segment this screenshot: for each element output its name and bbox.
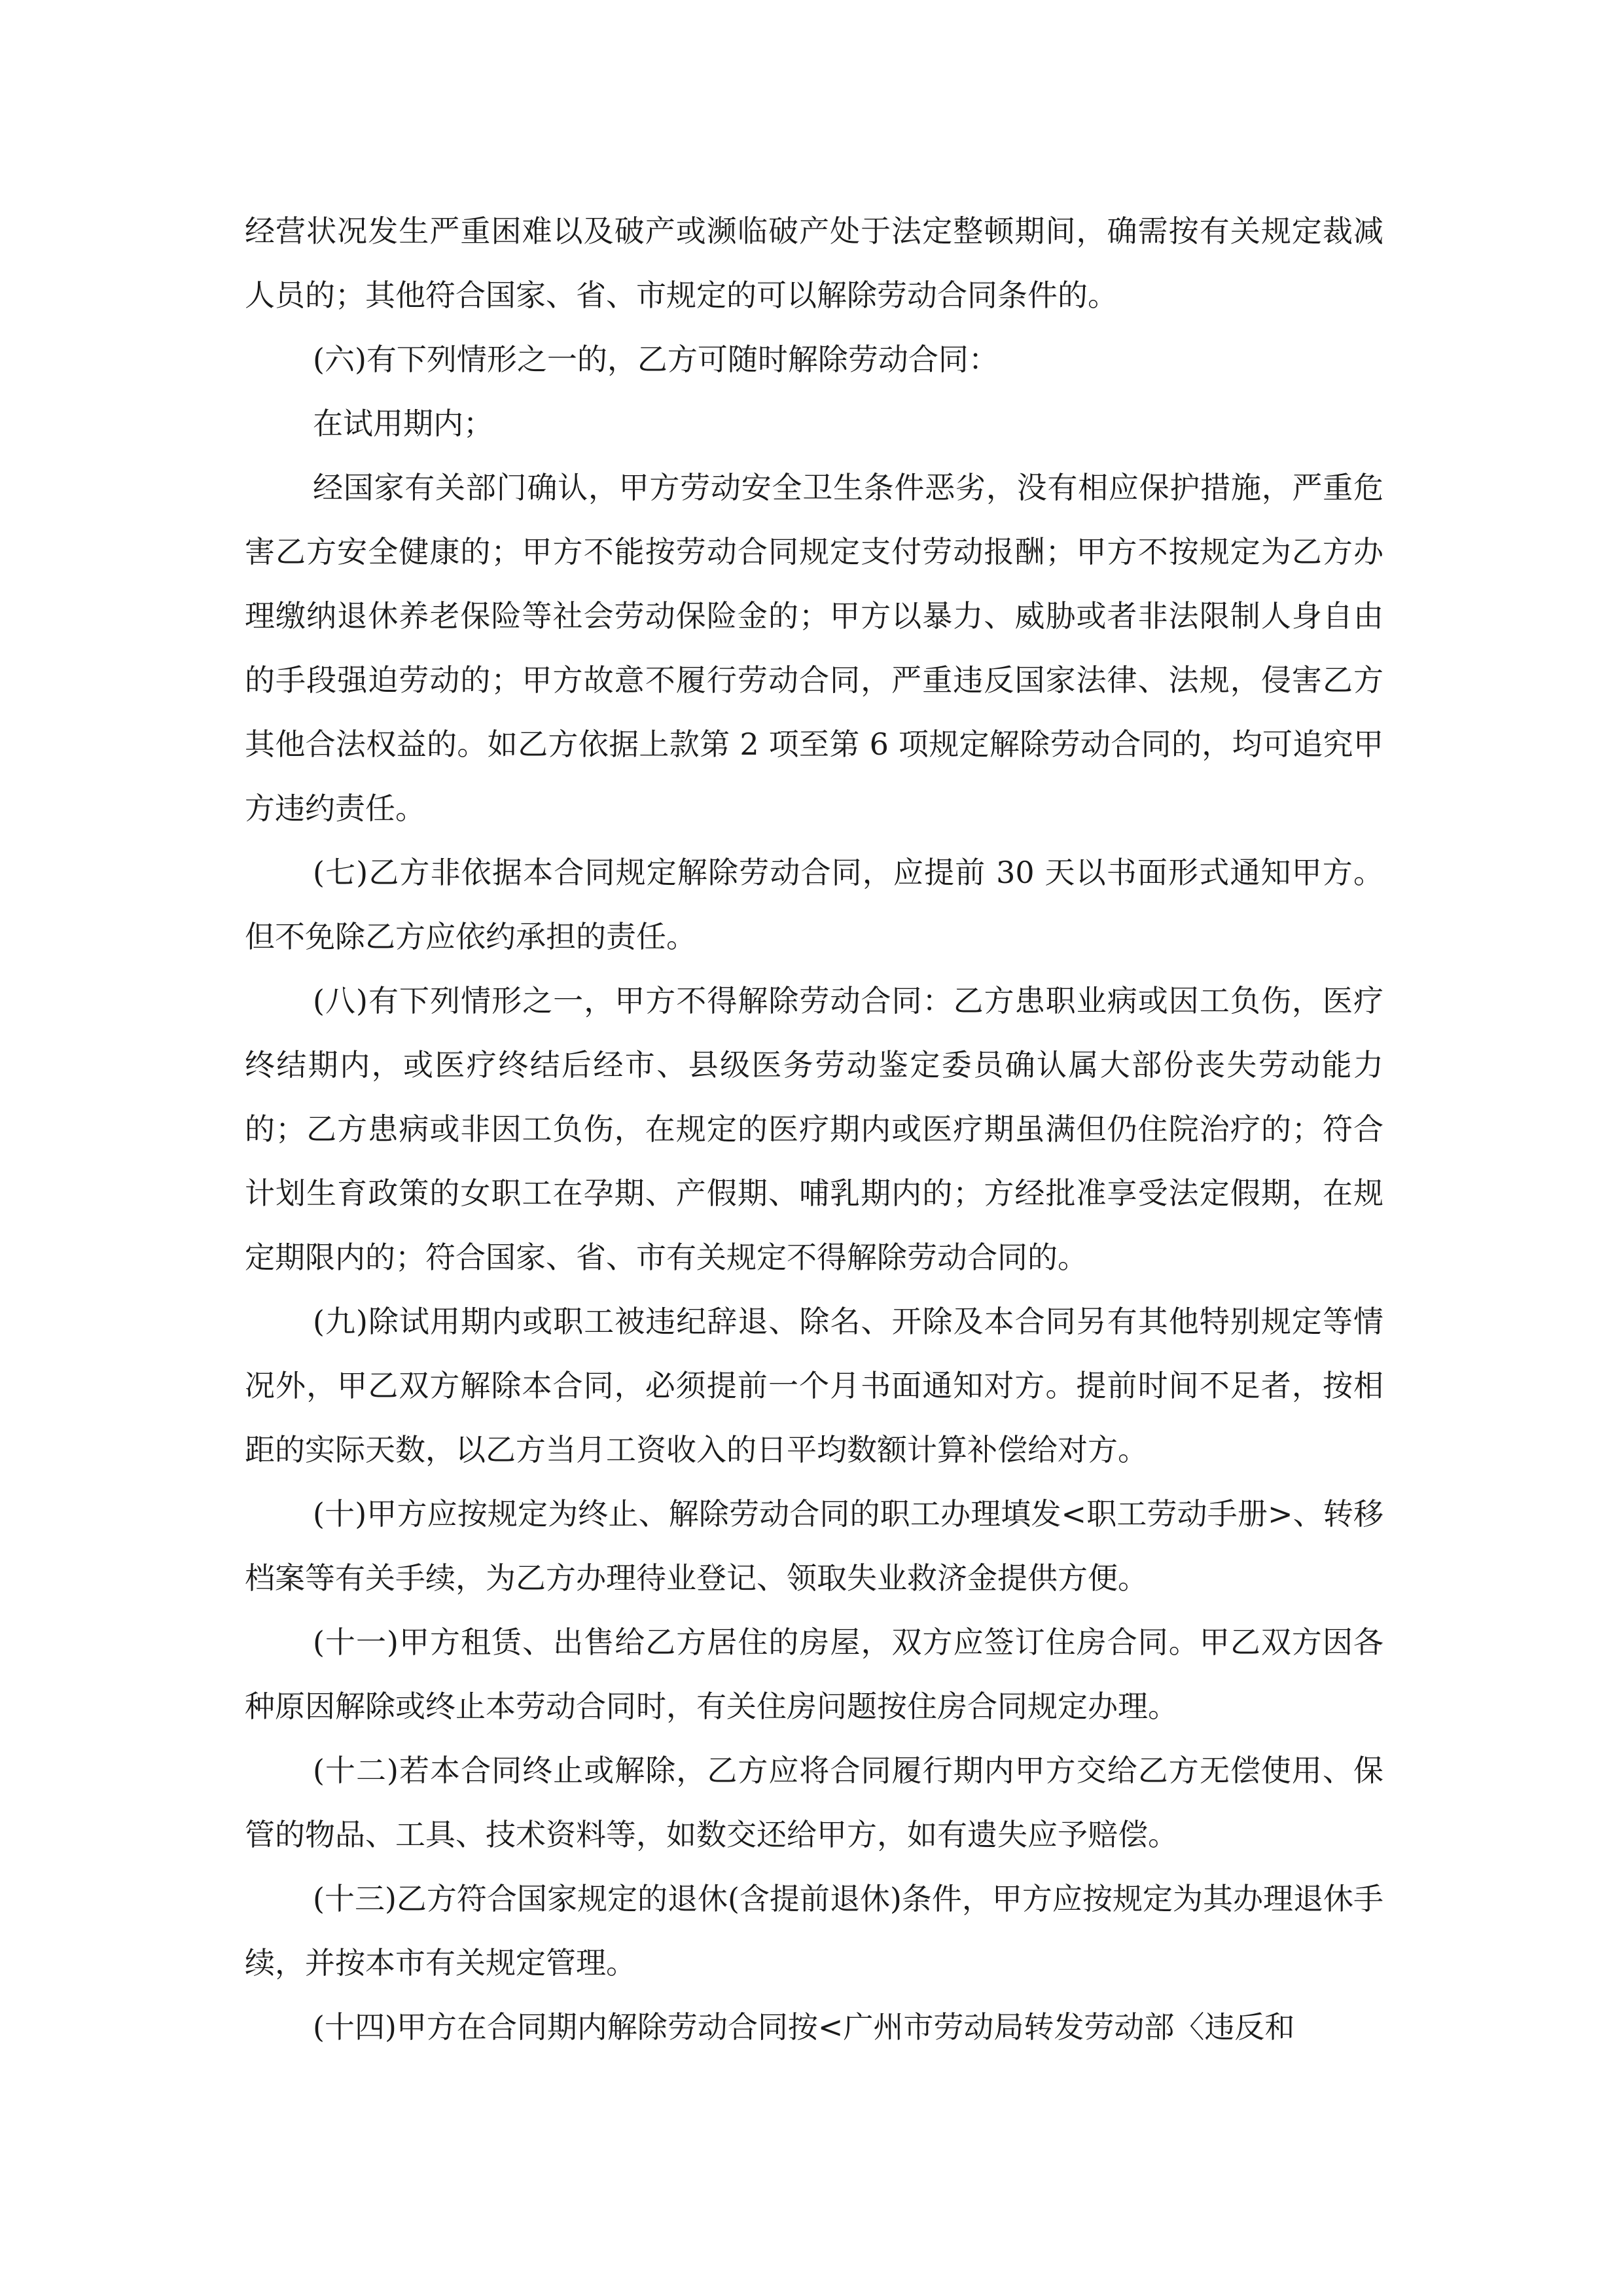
paragraph-clause-13: (十三)乙方符合国家规定的退休(含提前退休)条件，甲方应按规定为其办理退休手续，并按本市有关规定管理。 (245, 1881, 1383, 1981)
paragraph-clause-11: (十一)甲方租赁、出售给乙方居住的房屋，双方应签订住房合同。甲乙双方因各种原因解除或终止本劳动合同时，有关住房问题按住房合同规定办理。 (245, 1624, 1383, 1724)
paragraph-1-continuation: 经营状况发生严重困难以及破产或濒临破产处于法定整顿期间，确需按有关规定裁减人员的；其他符合国家、省、市规定的可以解除劳动合同条件的。 (245, 213, 1383, 313)
paragraph-clause-8: (八)有下列情形之一，甲方不得解除劳动合同：乙方患职业病或因工负伤，医疗终结期内，或医疗终结后经市、县级医务劳动鉴定委员确认属大部份丧失劳动能力的；乙方患病或非因工负伤，在规定的医疗期内或医疗期虽满但仍住院治疗的；符合计划生育政策的女职工在孕期、产假期、哺乳期内的；方经批准享受法定假期，在规定期限内的；符合国家、省、市有关规定不得解除劳动合同的。 (245, 983, 1383, 1275)
paragraph-clause-10: (十)甲方应按规定为终止、解除劳动合同的职工办理填发<职工劳动手册>、转移档案等有关手续，为乙方办理待业登记、领取失业救济金提供方便。 (245, 1496, 1383, 1596)
paragraph-clause-6-item-probation: 在试用期内； (313, 406, 493, 441)
paragraph-clause-12: (十二)若本合同终止或解除，乙方应将合同履行期内甲方交给乙方无偿使用、保管的物品、工具、技术资料等，如数交还给甲方，如有遗失应予赔偿。 (245, 1753, 1383, 1852)
paragraph-clause-6: (六)有下列情形之一的，乙方可随时解除劳动合同： (313, 342, 999, 377)
paragraph-clause-6-items: 经国家有关部门确认，甲方劳动安全卫生条件恶劣，没有相应保护措施，严重危害乙方安全健康的；甲方不能按劳动合同规定支付劳动报酬；甲方不按规定为乙方办理缴纳退休养老保险等社会劳动保险金的；甲方以暴力、威胁或者非法限制人身自由的手段强迫劳动的；甲方故意不履行劳动合同，严重违反国家法律、法规，侵害乙方其他合法权益的。如乙方依据上款第 2 项至第 6 项规定解除劳动合同的，均可追究甲方违约责任。 (245, 470, 1383, 826)
paragraph-clause-7: (七)乙方非依据本合同规定解除劳动合同，应提前 30 天以书面形式通知甲方。但不免除乙方应依约承担的责任。 (245, 855, 1383, 954)
paragraph-clause-14: (十四)甲方在合同期内解除劳动合同按<广州市劳动局转发劳动部〈违反和 (313, 2009, 1295, 2045)
document-body (245, 199, 1383, 2059)
paragraph-clause-9: (九)除试用期内或职工被违纪辞退、除名、开除及本合同另有其他特别规定等情况外，甲乙双方解除本合同，必须提前一个月书面通知对方。提前时间不足者，按相距的实际天数，以乙方当月工资收入的日平均数额计算补偿给对方。 (245, 1304, 1383, 1467)
